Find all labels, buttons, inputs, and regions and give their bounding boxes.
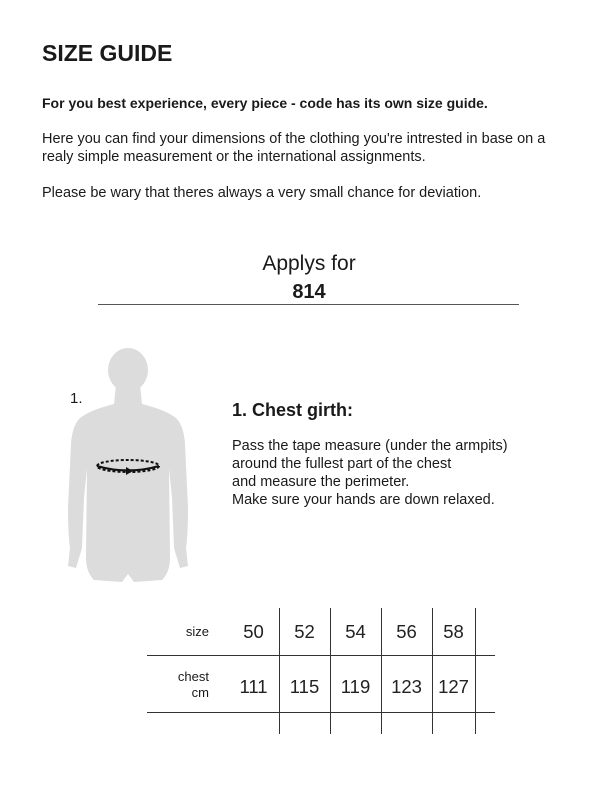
table-row-divider: [147, 655, 495, 656]
intro-lead: For you best experience, every piece - code has its own size guide.: [42, 95, 488, 111]
table-cell-chest: 119: [340, 676, 371, 697]
body-silhouette-figure: [66, 348, 190, 586]
chest-row-label-line-2: cm: [191, 685, 209, 700]
deviation-note: Please be wary that theres always a very small chance for deviation.: [42, 185, 482, 201]
table-column-divider: [475, 608, 476, 734]
table-cell-chest: 123: [391, 676, 422, 697]
measurement-title: 1. Chest girth:: [232, 400, 354, 420]
table-cell-chest: 127: [438, 676, 469, 697]
table-cell-chest: 111: [239, 676, 268, 697]
intro-paragraph-line-2: realy simple measurement or the international assignments.: [42, 149, 426, 165]
intro-paragraph: [42, 130, 582, 166]
size-row-label: size: [185, 624, 209, 639]
measurement-line-4: Make sure your hands are down relaxed.: [232, 492, 495, 508]
measurement-line-1: Pass the tape measure (under the armpits): [232, 438, 508, 454]
table-row-divider: [147, 712, 495, 713]
product-code: 814: [292, 281, 326, 303]
applies-label: Applys for: [262, 252, 356, 275]
chest-row-label: [160, 669, 209, 701]
applies-divider: [98, 304, 519, 305]
table-cell-size: 54: [345, 621, 366, 642]
measurement-line-3: and measure the perimeter.: [232, 474, 410, 490]
table-cell-size: 52: [294, 621, 315, 642]
measurement-description: [232, 437, 508, 509]
page-title: SIZE GUIDE: [42, 40, 173, 66]
table-cell-size: 56: [396, 621, 417, 642]
table-cell-size: 50: [243, 621, 264, 642]
measurement-line-2: around the fullest part of the chest: [232, 456, 452, 472]
table-cell-chest: 115: [289, 676, 320, 697]
figure-number: 1.: [70, 390, 83, 407]
chest-row-label-line-1: chest: [177, 669, 209, 684]
intro-paragraph-line-1: Here you can find your dimensions of the clothing you're intrested in base on a: [42, 131, 546, 147]
silhouette-body: [68, 384, 188, 582]
table-cell-size: 58: [443, 621, 464, 642]
